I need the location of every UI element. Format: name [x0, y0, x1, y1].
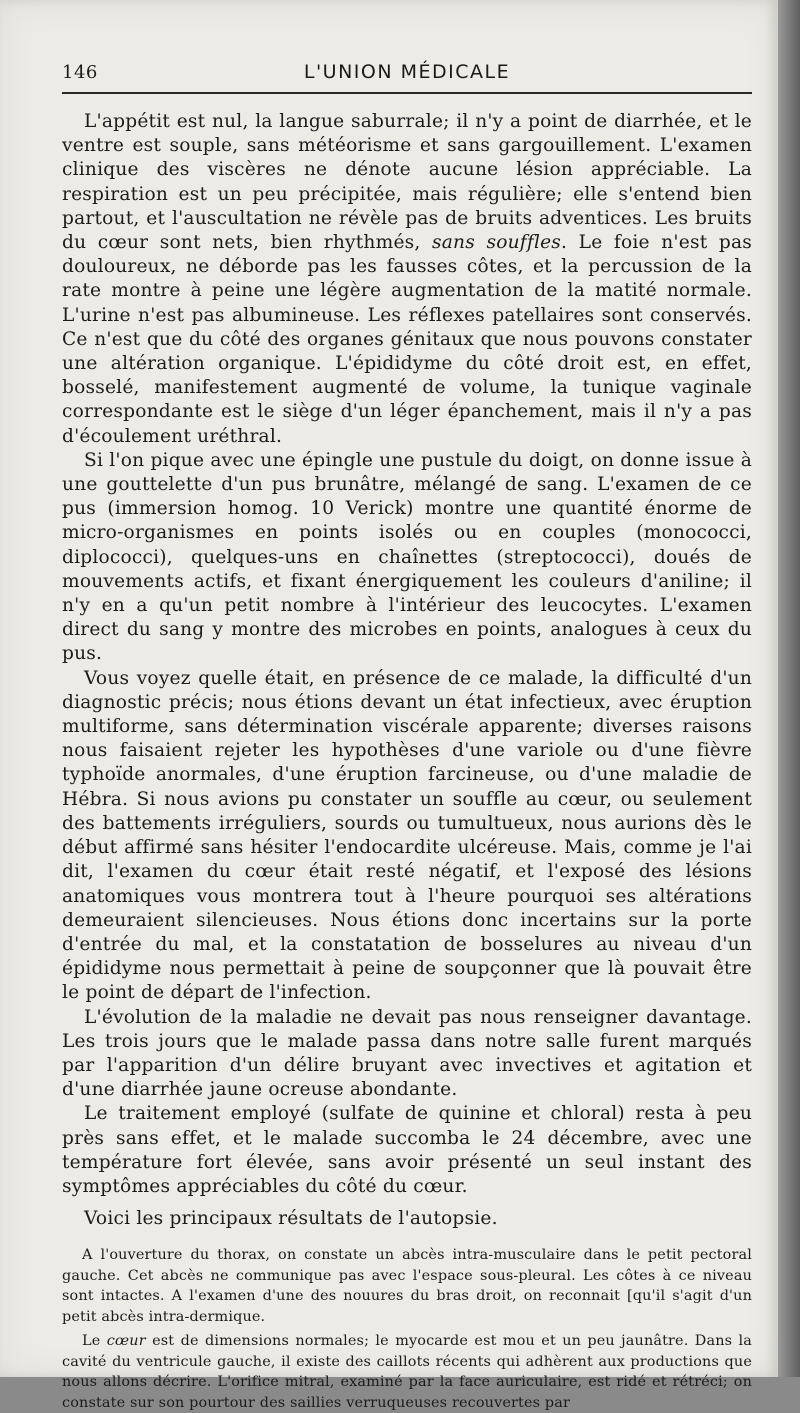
header-rule — [62, 92, 752, 94]
paragraph-clinical-exam: L'appétit est nul, la langue saburrale; il n'y a point de diarrhée, et le ventre est souple, sans météorisme et sans gargouillement. L'examen clinique des viscères ne dénote aucune lésion appréciable. La respiration est un peu précipitée, mais régulière; elle s'entend bien partout, et l'auscultation ne révèle pas de bruits adventices. Les bruits du cœur sont nets, bien rhythmés, sans souffles. Le foie n'est pas douloureux, ne déborde pas les fausses côtes, et la percussion de la rate montre à peine une légère augmentation de la matité normale. L'urine n'est pas albumineuse. Les réflexes patellaires sont conservés. Ce n'est que du côté des organes génitaux que nous pouvons constater une altération organique. L'épididyme du côté droit est, en effet, bosselé, manifestement augmenté de volume, la tunique vaginale correspondante est le siège d'un léger épanchement, mais il n'y a pas d'écoulement uréthral. — [62, 111, 753, 447]
paragraph-autopsy-intro: Voici les principaux résultats de l'autopsie. — [84, 1208, 498, 1230]
page-number: 146 — [62, 62, 98, 83]
page-edge-shadow — [778, 0, 800, 1377]
paragraph-evolution: L'évolution de la maladie ne devait pas nous renseigner davantage. Les trois jours que le malade passa dans notre salle furent marqués par l'apparition d'un délire bruyant avec invectives et agitation et d'une diarrhée jaune ocreuse abondante. — [62, 1006, 752, 1101]
paragraph-pus-exam: Si l'on pique avec une épingle une pustule du doigt, on donne issue à une gouttelette d'un pus brunâtre, mélangé de sang. L'examen de ce pus (immersion homog. 10 Verick) montre une quantité énorme de micro-organismes en points isolés ou en couples (monococci, diplococci), quelques-uns en chaînettes (streptococci), doués de mouvements actifs, et fixant énergiquement les couleurs d'aniline; il n'y en a qu'un petit nombre à l'intérieur des leucocytes. L'examen direct du sang y montre des microbes en points, analogues à ceux du pus. — [62, 449, 752, 665]
page-header — [62, 58, 752, 90]
emphasis-sans-souffles: sans souffles — [432, 232, 562, 254]
emphasis-coeur: cœur — [106, 1333, 146, 1350]
journal-title: L'UNION MÉDICALE — [303, 61, 511, 83]
paragraph-heart: Le cœur est de dimensions normales; le myocarde est mou et un peu jaunâtre. Dans la cavité du ventricule gauche, il existe des caillots récents qui adhèrent aux productions que nous allons décrire. L'orifice mitral, examiné par la face auriculaire, est ridé et rétréci; on constate sur son pourtour des saillies verruqueuses recouvertes par — [62, 1333, 752, 1411]
paragraph-thorax: A l'ouverture du thorax, on constate un abcès intra-musculaire dans le petit pectoral gauche. Cet abcès ne communique pas avec l'espace sous-pleural. Les côtes à ce niveau sont intactes. A l'examen d'une des nouures du bras droit, on reconnait [qu'il s'agit d'un petit abcès intra-dermique. — [62, 1247, 752, 1325]
article-body — [62, 110, 752, 1413]
paragraph-treatment: Le traitement employé (sulfate de quinine et chloral) resta à peu près sans effet, et le malade succomba le 24 décembre, avec une température fort élevée, sans avoir présenté un seul instant des symptômes appréciables du côté du cœur. — [62, 1103, 752, 1197]
paragraph-diagnosis: Vous voyez quelle était, en présence de ce malade, la difficulté d'un diagnostic précis; nous étions devant un état infectieux, avec éruption multiforme, sans détermination viscérale apparente; diverses raisons nous faisaient rejeter les hypothèses d'une variole ou d'une fièvre typhoïde anormales, d'une éruption farcineuse, ou d'une maladie de Hébra. Si nous avions pu constater un souffle au cœur, ou seulement des battements irréguliers, sourds ou tumultueux, nous aurions dès le début affirmé sans hésiter l'endocardite ulcéreuse. Mais, comme je l'ai dit, l'examen du cœur était resté négatif, et l'exposé des lésions anatomiques vous montrera tout à l'heure pourquoi ses altérations demeuraient silencieuses. Nous étions donc incertains sur la porte d'entrée du mal, et la constatation de bosselures au niveau d'un épididyme nous permettait à peine de soupçonner que là pouvait être le point de départ de l'infection. — [62, 667, 752, 1004]
